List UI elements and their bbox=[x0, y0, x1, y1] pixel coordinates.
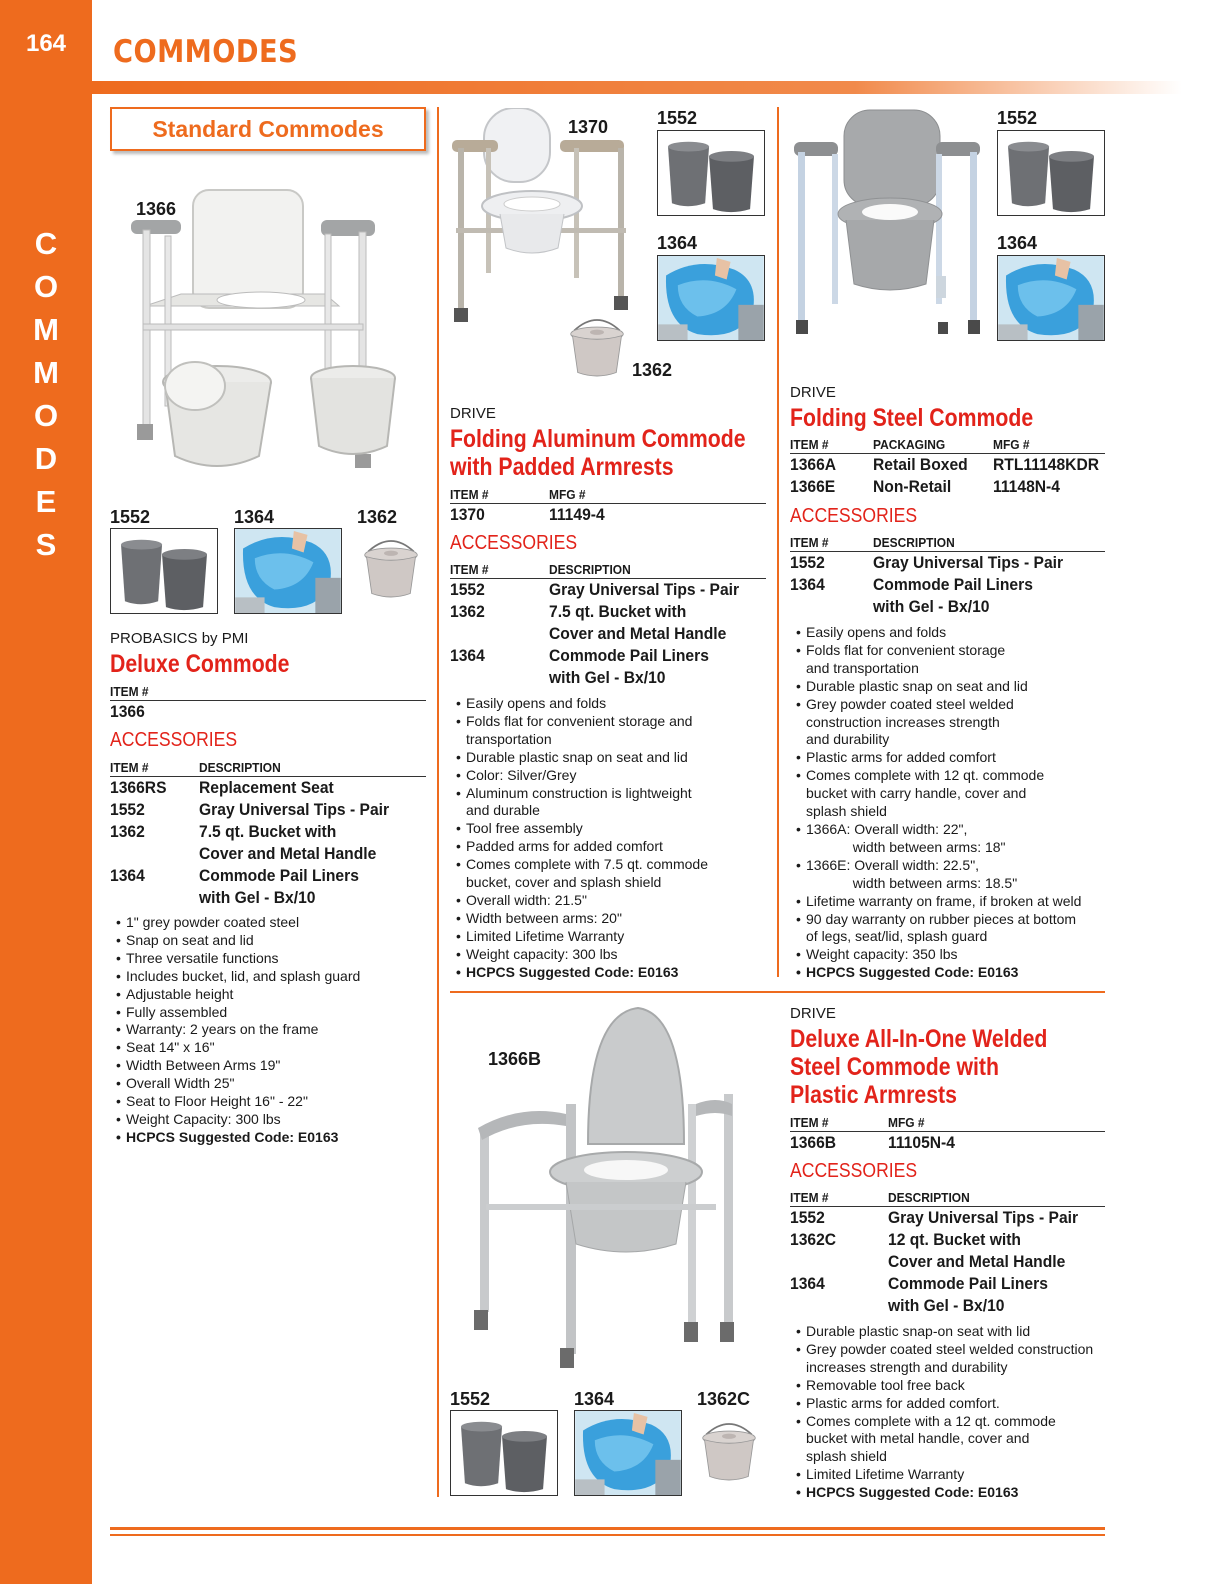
list-item: • Overall Width 25" bbox=[113, 1075, 433, 1093]
packaging: Non-Retail bbox=[873, 477, 952, 496]
column-header: MFG # bbox=[888, 1115, 925, 1130]
table-row bbox=[110, 777, 426, 799]
side-letter: O bbox=[33, 269, 59, 304]
table-row bbox=[110, 821, 426, 843]
column-header: ITEM # bbox=[110, 684, 149, 699]
column-divider bbox=[437, 107, 439, 1497]
callout-label: 1364 bbox=[234, 507, 275, 527]
item-table bbox=[450, 487, 766, 526]
table-row bbox=[790, 596, 1105, 618]
list-item: • Easily opens and folds bbox=[453, 695, 773, 713]
table-header bbox=[450, 487, 766, 504]
item-description: Replacement Seat bbox=[199, 778, 334, 797]
item-description: with Gel - Bx/10 bbox=[549, 668, 666, 687]
list-item: • Plastic arms for added comfort. bbox=[793, 1395, 1111, 1413]
item-description: Cover and Metal Handle bbox=[888, 1252, 1066, 1271]
item-number: 1366 bbox=[110, 702, 145, 721]
table-row bbox=[110, 701, 426, 723]
hcpcs-code: • HCPCS Suggested Code: E0163 bbox=[793, 1484, 1111, 1502]
table-row bbox=[110, 843, 426, 865]
item-number: 1366RS bbox=[110, 778, 167, 797]
list-item: • 1366E: Overall width: 22.5", width between arms: 18.5" bbox=[793, 857, 1111, 893]
item-description: Gray Universal Tips - Pair bbox=[873, 553, 1064, 572]
list-item: • Weight Capacity: 300 lbs bbox=[113, 1111, 433, 1129]
product-title-line: Steel Commode with bbox=[790, 1053, 999, 1081]
tips-image bbox=[997, 130, 1105, 216]
side-letter: M bbox=[33, 355, 59, 390]
callout-label: 1362 bbox=[357, 507, 398, 527]
item-number: 1366B bbox=[790, 1133, 837, 1152]
packaging: Retail Boxed bbox=[873, 455, 968, 474]
product-title-line: with Padded Armrests bbox=[450, 453, 674, 481]
item-table bbox=[790, 437, 1105, 498]
item-description: Cover and Metal Handle bbox=[199, 844, 377, 863]
mfg-number: 11149-4 bbox=[549, 505, 605, 524]
side-letter: M bbox=[33, 312, 59, 347]
accessories-heading: ACCESSORIES bbox=[790, 505, 918, 527]
feature-list bbox=[113, 914, 433, 1147]
product-title: Deluxe Commode bbox=[110, 650, 290, 678]
mfg-number: 11105N-4 bbox=[888, 1133, 955, 1152]
list-item: • Durable plastic snap on seat and lid bbox=[793, 678, 1111, 696]
list-item: • Three versatile functions bbox=[113, 950, 433, 968]
list-item: • Seat 14" x 16" bbox=[113, 1039, 433, 1057]
list-item: • Includes bucket, lid, and splash guard bbox=[113, 968, 433, 986]
callout-label: 1362C bbox=[697, 1389, 751, 1409]
list-item: • Width Between Arms 19" bbox=[113, 1057, 433, 1075]
brand-name: DRIVE bbox=[450, 405, 496, 422]
section-divider bbox=[450, 991, 1105, 993]
table-header bbox=[790, 535, 1105, 552]
list-item: • Comes complete with 7.5 qt. commode bucket, cover and splash shield bbox=[453, 856, 773, 892]
list-item: • Lifetime warranty on frame, if broken at weld bbox=[793, 893, 1111, 911]
item-number: 1364 bbox=[450, 646, 485, 665]
item-description: Gray Universal Tips - Pair bbox=[549, 580, 740, 599]
tips-image bbox=[450, 1410, 558, 1496]
table-row bbox=[450, 601, 766, 623]
table-row bbox=[110, 799, 426, 821]
item-number: 1552 bbox=[110, 800, 145, 819]
list-item: • Seat to Floor Height 16" - 22" bbox=[113, 1093, 433, 1111]
column-header: ITEM # bbox=[790, 535, 829, 550]
column-header: ITEM # bbox=[450, 562, 489, 577]
product-title bbox=[790, 1025, 1047, 1109]
callout-label: 1552 bbox=[657, 108, 698, 128]
callout-label: 1552 bbox=[450, 1389, 491, 1409]
column-header: ITEM # bbox=[110, 760, 149, 775]
list-item: • Tool free assembly bbox=[453, 820, 773, 838]
hcpcs-code: • HCPCS Suggested Code: E0163 bbox=[453, 964, 773, 982]
liners-image bbox=[234, 528, 342, 614]
table-row bbox=[790, 476, 1105, 498]
item-description: Commode Pail Liners bbox=[888, 1274, 1048, 1293]
column-divider bbox=[777, 107, 779, 977]
list-item: • Durable plastic snap-on seat with lid bbox=[793, 1323, 1111, 1341]
list-item: • 1" grey powder coated steel bbox=[113, 914, 433, 932]
callout-label: 1364 bbox=[997, 233, 1038, 253]
item-number: 1366A bbox=[790, 455, 837, 474]
list-item: • Warranty: 2 years on the frame bbox=[113, 1021, 433, 1039]
product-title-line: Deluxe All-In-One Welded bbox=[790, 1025, 1048, 1053]
column-header: DESCRIPTION bbox=[873, 535, 955, 550]
item-description: with Gel - Bx/10 bbox=[888, 1296, 1005, 1315]
list-item: • Weight capacity: 300 lbs bbox=[453, 946, 773, 964]
list-item: • Plastic arms for added comfort bbox=[793, 749, 1111, 767]
accessories-table bbox=[790, 1190, 1105, 1317]
item-number: 1552 bbox=[790, 1208, 825, 1227]
callout-label: 1364 bbox=[574, 1389, 615, 1409]
list-item: • Durable plastic snap on seat and lid bbox=[453, 749, 773, 767]
hcpcs-code: • HCPCS Suggested Code: E0163 bbox=[793, 964, 1111, 982]
list-item: • Limited Lifetime Warranty bbox=[793, 1466, 1111, 1484]
callout-label: 1370 bbox=[568, 117, 609, 137]
item-description: 7.5 qt. Bucket with bbox=[549, 602, 687, 621]
table-row bbox=[790, 454, 1105, 476]
bucket-image bbox=[356, 530, 426, 608]
table-row bbox=[450, 579, 766, 601]
deluxe-commode-image bbox=[125, 186, 425, 486]
item-number: 1362 bbox=[110, 822, 145, 841]
side-tab-label bbox=[0, 222, 92, 566]
liners-image bbox=[657, 255, 765, 341]
item-table bbox=[790, 1115, 1105, 1154]
list-item: • Width between arms: 20" bbox=[453, 910, 773, 928]
side-letter: E bbox=[35, 484, 57, 519]
list-item: • Folds flat for convenient storage and transportation bbox=[793, 642, 1111, 678]
table-row bbox=[110, 865, 426, 887]
table-row bbox=[790, 574, 1105, 596]
column-header: ITEM # bbox=[790, 1190, 829, 1205]
item-table bbox=[110, 684, 426, 723]
column-header: DESCRIPTION bbox=[199, 760, 281, 775]
column-header: PACKAGING bbox=[873, 437, 946, 452]
item-number: 1552 bbox=[790, 553, 825, 572]
item-number: 1364 bbox=[790, 1274, 825, 1293]
side-letter: D bbox=[34, 441, 58, 476]
item-number: 1366E bbox=[790, 477, 836, 496]
list-item: • Color: Silver/Grey bbox=[453, 767, 773, 785]
list-item: • Weight capacity: 350 lbs bbox=[793, 946, 1111, 964]
table-header bbox=[450, 562, 766, 579]
item-number: 1552 bbox=[450, 580, 485, 599]
accessories-heading: ACCESSORIES bbox=[450, 532, 578, 554]
side-letter: C bbox=[34, 226, 58, 261]
list-item: • Adjustable height bbox=[113, 986, 433, 1004]
table-row bbox=[450, 504, 766, 526]
list-item: • 90 day warranty on rubber pieces at bottom of legs, seat/lid, splash guard bbox=[793, 911, 1111, 947]
table-header bbox=[790, 1115, 1105, 1132]
aluminum-commode-image bbox=[450, 108, 640, 338]
list-item: • Aluminum construction is lightweight and durable bbox=[453, 785, 773, 821]
accessories-table bbox=[790, 535, 1105, 618]
table-header bbox=[790, 1190, 1105, 1207]
item-description: Commode Pail Liners bbox=[199, 866, 359, 885]
list-item: • Limited Lifetime Warranty bbox=[453, 928, 773, 946]
product-title-line: Folding Aluminum Commode bbox=[450, 425, 746, 453]
column-header: DESCRIPTION bbox=[549, 562, 631, 577]
table-header bbox=[110, 760, 426, 777]
item-number: 1364 bbox=[110, 866, 145, 885]
item-number: 1370 bbox=[450, 505, 485, 524]
brand-name: DRIVE bbox=[790, 384, 836, 401]
product-title bbox=[450, 425, 746, 481]
list-item: • Comes complete with 12 qt. commode bucket with carry handle, cover and splash shield bbox=[793, 767, 1111, 821]
item-description: Gray Universal Tips - Pair bbox=[199, 800, 390, 819]
accessories-table bbox=[450, 562, 766, 689]
bucket-image bbox=[562, 308, 632, 388]
table-row bbox=[790, 1273, 1105, 1295]
column-header: ITEM # bbox=[790, 1115, 829, 1130]
table-row bbox=[790, 1229, 1105, 1251]
item-description: Cover and Metal Handle bbox=[549, 624, 727, 643]
welded-commode-image bbox=[470, 1004, 760, 1374]
table-row bbox=[790, 552, 1105, 574]
table-row bbox=[790, 1132, 1105, 1154]
list-item: • Folds flat for convenient storage and transportation bbox=[453, 713, 773, 749]
bucket-image bbox=[694, 1410, 764, 1494]
column-header: DESCRIPTION bbox=[888, 1190, 970, 1205]
table-row bbox=[450, 623, 766, 645]
accessories-heading: ACCESSORIES bbox=[790, 1160, 918, 1182]
footer-rule bbox=[110, 1534, 1105, 1536]
accessories-heading: ACCESSORIES bbox=[110, 729, 238, 751]
list-item: • Fully assembled bbox=[113, 1004, 433, 1022]
callout-label: 1552 bbox=[997, 108, 1038, 128]
list-item: • 1366A: Overall width: 22", width between arms: 18" bbox=[793, 821, 1111, 857]
table-header bbox=[110, 684, 426, 701]
hcpcs-code: • HCPCS Suggested Code: E0163 bbox=[113, 1129, 433, 1147]
item-number: 1364 bbox=[790, 575, 825, 594]
item-description: with Gel - Bx/10 bbox=[199, 888, 316, 907]
item-description: Commode Pail Liners bbox=[549, 646, 709, 665]
feature-list bbox=[793, 624, 1111, 982]
feature-list bbox=[453, 695, 773, 982]
accessories-table bbox=[110, 760, 426, 909]
table-row bbox=[450, 667, 766, 689]
list-item: • Easily opens and folds bbox=[793, 624, 1111, 642]
title-rule bbox=[92, 81, 1182, 94]
mfg-number: 11148N-4 bbox=[993, 477, 1060, 496]
page-number: 164 bbox=[25, 30, 67, 57]
feature-list bbox=[793, 1323, 1111, 1502]
column-header: ITEM # bbox=[790, 437, 829, 452]
item-description: Commode Pail Liners bbox=[873, 575, 1033, 594]
item-description: with Gel - Bx/10 bbox=[873, 597, 990, 616]
column-header: MFG # bbox=[549, 487, 586, 502]
section-heading-box: Standard Commodes bbox=[110, 107, 426, 151]
page-title: COMMODES bbox=[113, 34, 299, 70]
callout-label: 1366B bbox=[488, 1049, 542, 1069]
table-header bbox=[790, 437, 1105, 454]
table-row bbox=[790, 1207, 1105, 1229]
brand-name: PROBASICS by PMI bbox=[110, 630, 249, 647]
liners-image bbox=[574, 1410, 682, 1496]
callout-label: 1366 bbox=[136, 199, 177, 219]
product-title-line: Plastic Armrests bbox=[790, 1081, 957, 1109]
table-row bbox=[790, 1251, 1105, 1273]
footer-rule bbox=[110, 1527, 1105, 1530]
product-title: Folding Steel Commode bbox=[790, 404, 1034, 432]
column-header: ITEM # bbox=[450, 487, 489, 502]
list-item: • Snap on seat and lid bbox=[113, 932, 433, 950]
list-item: • Comes complete with a 12 qt. commode bucket with metal handle, cover and splash shield bbox=[793, 1413, 1111, 1467]
list-item: • Padded arms for added comfort bbox=[453, 838, 773, 856]
callout-label: 1362 bbox=[632, 360, 673, 380]
table-row bbox=[450, 645, 766, 667]
list-item: • Removable tool free back bbox=[793, 1377, 1111, 1395]
list-item: • Overall width: 21.5" bbox=[453, 892, 773, 910]
callout-label: 1552 bbox=[110, 507, 151, 527]
item-number: 1362C bbox=[790, 1230, 837, 1249]
list-item: • Grey powder coated steel welded construction increases strength and durability bbox=[793, 1341, 1111, 1377]
callout-label: 1364 bbox=[657, 233, 698, 253]
tips-image bbox=[657, 130, 765, 216]
table-row bbox=[110, 887, 426, 909]
item-description: 12 qt. Bucket with bbox=[888, 1230, 1021, 1249]
brand-name: DRIVE bbox=[790, 1005, 836, 1022]
mfg-number: RTL11148KDR bbox=[993, 455, 1100, 474]
steel-commode-image bbox=[790, 108, 990, 338]
side-letter: O bbox=[33, 398, 59, 433]
item-number: 1362 bbox=[450, 602, 485, 621]
item-description: 7.5 qt. Bucket with bbox=[199, 822, 337, 841]
liners-image bbox=[997, 255, 1105, 341]
side-letter: S bbox=[35, 527, 57, 562]
tips-image bbox=[110, 528, 218, 614]
list-item: • Grey powder coated steel welded construction increases strength and durability bbox=[793, 696, 1111, 750]
item-description: Gray Universal Tips - Pair bbox=[888, 1208, 1079, 1227]
column-header: MFG # bbox=[993, 437, 1030, 452]
table-row bbox=[790, 1295, 1105, 1317]
